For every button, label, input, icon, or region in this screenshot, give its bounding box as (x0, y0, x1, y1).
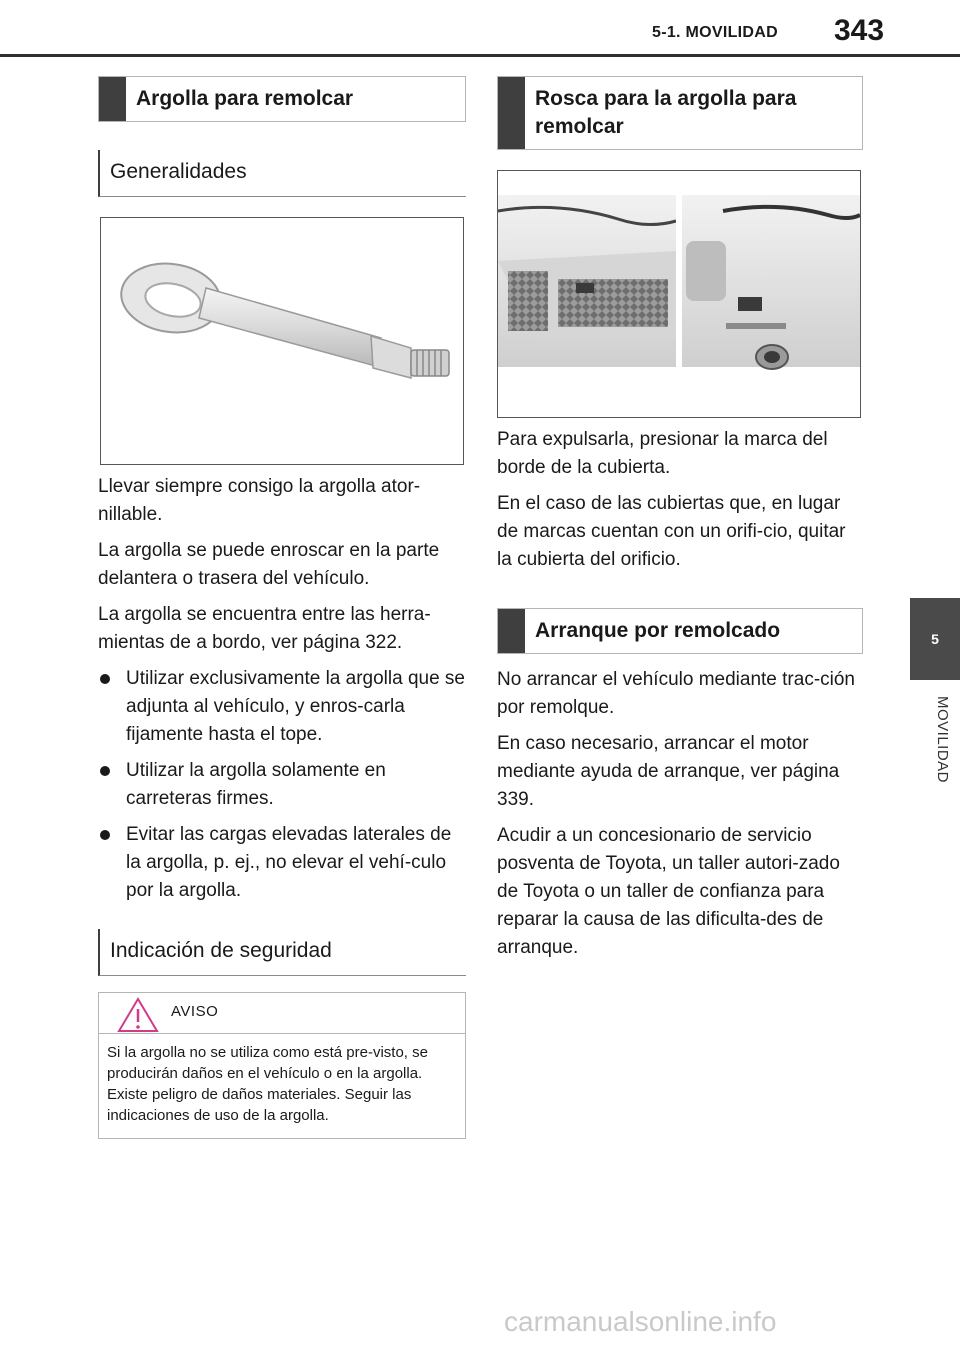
bullet-list (98, 665, 466, 905)
left-column (98, 76, 466, 1139)
thread-text (497, 426, 863, 574)
warning-header (99, 993, 465, 1034)
chapter-tab (910, 598, 960, 680)
paragraph: La argolla se puede enroscar en la parte delantera o trasera del vehículo. (98, 540, 440, 589)
section-title: Argolla para remolcar (136, 87, 354, 110)
page-number: 343 (834, 14, 885, 47)
chapter-label: MOVILIDAD (934, 696, 951, 784)
section-bar (498, 609, 525, 653)
section-tow-start (497, 608, 863, 654)
right-column (497, 76, 863, 970)
paragraph: Llevar siempre consigo la argolla ator-nillable. (98, 476, 421, 525)
paragraph: En caso necesario, arrancar el motor mediante ayuda de arranque, ver página 339. (497, 733, 840, 810)
warning-triangle-icon (117, 997, 159, 1033)
subheading-safety: Indicación de seguridad (98, 929, 466, 976)
paragraph: No arrancar el vehículo mediante trac-ción por remolque. (497, 669, 856, 718)
section-title: Rosca para la argolla para remolcar (535, 87, 797, 138)
section-title: Arranque por remolcado (535, 619, 781, 642)
bullet-item: Evitar las cargas elevadas laterales de la argolla, p. ej., no elevar el vehí-culo por la argolla. (98, 821, 466, 905)
bumper-figure (497, 170, 861, 418)
header-rule (0, 54, 960, 57)
warning-label: AVISO (171, 1003, 219, 1020)
chapter-number: 5 (931, 631, 939, 647)
warning-box (98, 992, 466, 1139)
bullet-item: Utilizar exclusivamente la argolla que se adjunta al vehículo, y enros-carla fijamente hasta el tope. (98, 665, 466, 749)
paragraph: Para expulsarla, presionar la marca del borde de la cubierta. (497, 429, 828, 478)
section-bar (99, 77, 126, 121)
subheading-general: Generalidades (98, 150, 466, 197)
towing-eye-figure (100, 217, 464, 465)
section-bar (498, 77, 525, 149)
paragraph: Acudir a un concesionario de servicio posventa de Toyota, un taller autori-zado de Toyota o un taller de confianza para reparar la causa de las dificulta-des de arranque. (497, 825, 840, 958)
paragraph: En el caso de las cubiertas que, en lugar de marcas cuentan con un orifi-cio, quitar la cubierta del orificio. (497, 493, 846, 570)
warning-text: Si la argolla no se utiliza como está pre-visto, se producirán daños en el vehículo o en la argolla. Existe peligro de daños materiales. Seguir las indicaciones de uso de la argolla. (107, 1044, 428, 1124)
bumper-cover-illustration (498, 171, 860, 417)
general-text (98, 473, 466, 905)
paragraph: La argolla se encuentra entre las herra-mientas de a bordo, ver página 322. (98, 604, 431, 653)
tow-start-text (497, 666, 863, 962)
watermark: carmanualsonline.info (504, 1306, 777, 1337)
section-towing-thread (497, 76, 863, 150)
towing-eye-illustration (101, 218, 463, 464)
bullet-item: Utilizar la argolla solamente en carreteras firmes. (98, 757, 466, 813)
header-section-title: 5-1. MOVILIDAD (652, 24, 778, 41)
section-towing-eye (98, 76, 466, 122)
